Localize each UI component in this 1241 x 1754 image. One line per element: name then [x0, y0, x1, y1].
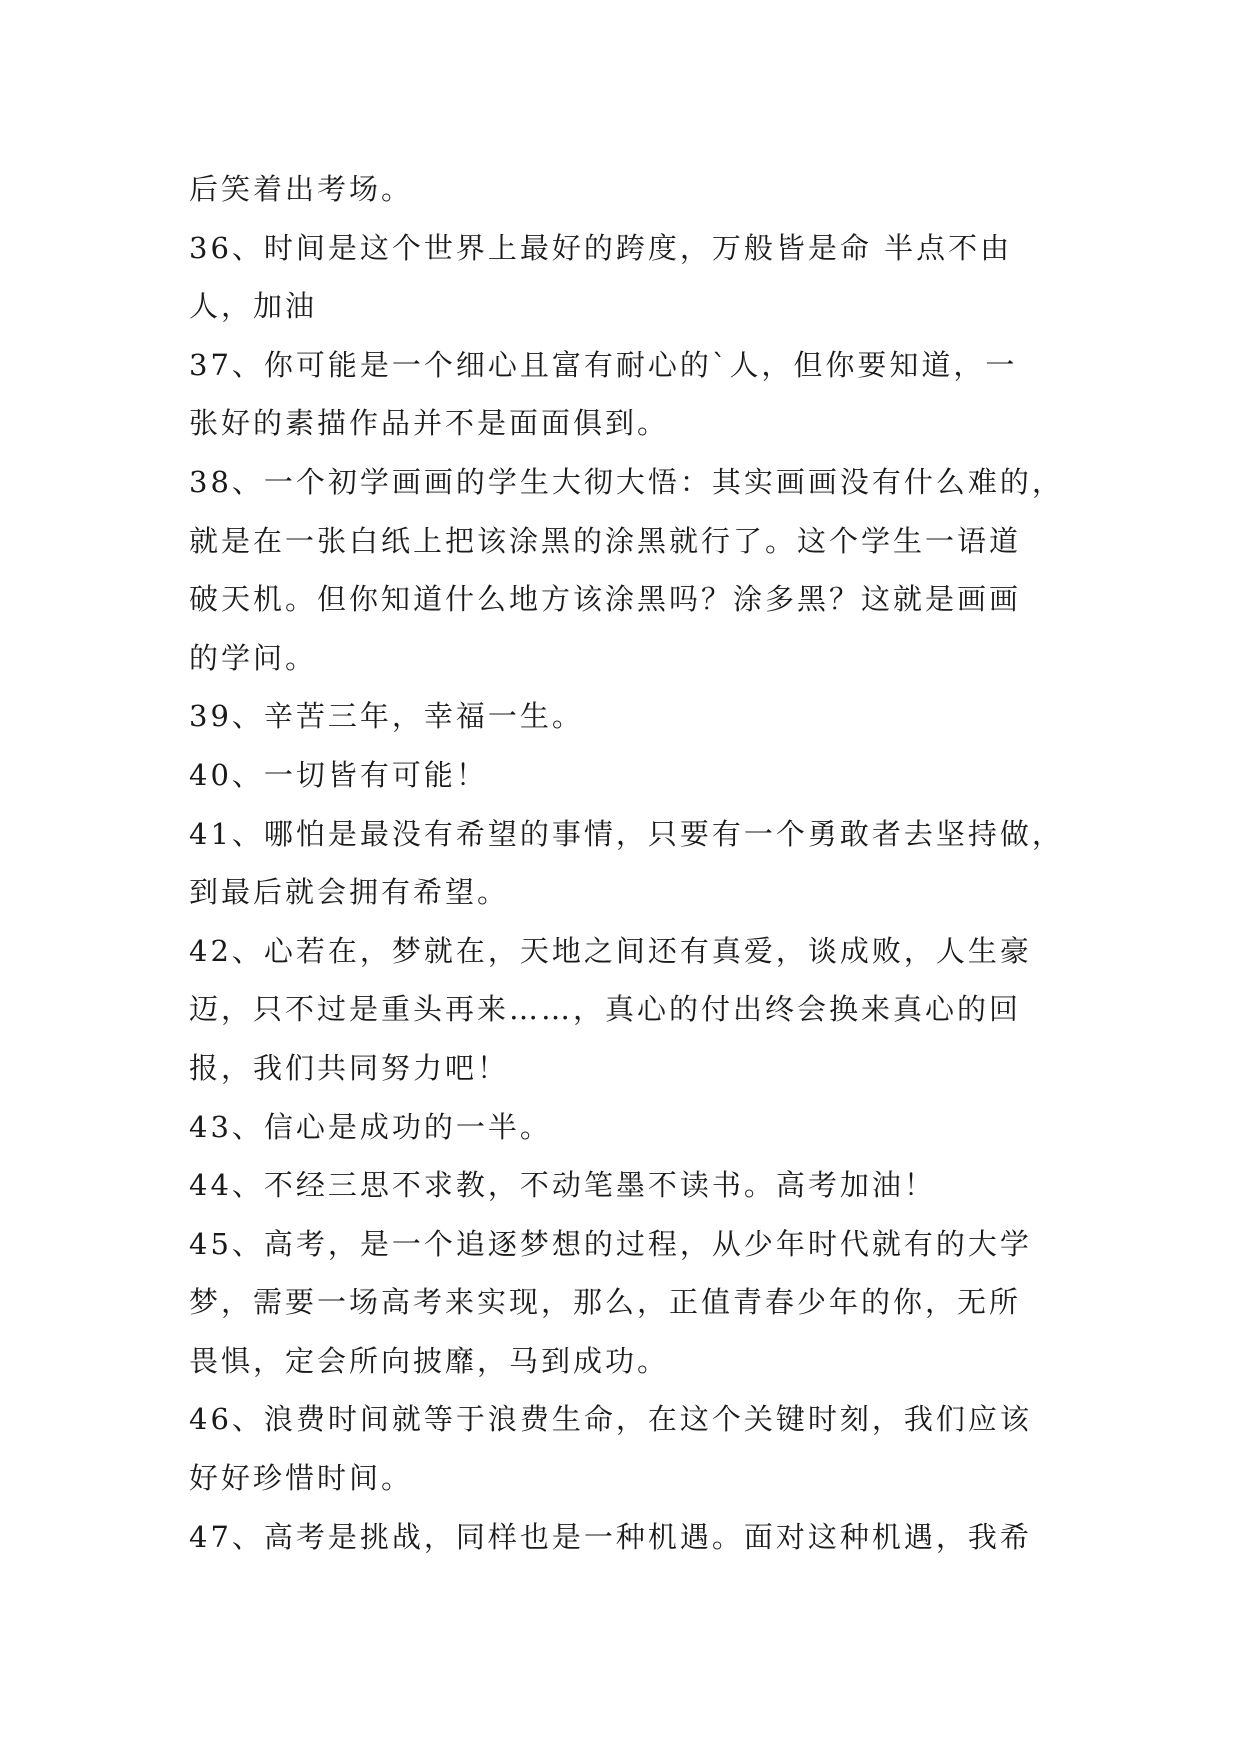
text-line: 37、你可能是一个细心且富有耐心的`人，但你要知道，一 — [189, 347, 1018, 382]
text-line: 梦，需要一场高考来实现，那么，正值青春少年的你，无所 — [189, 1285, 1022, 1320]
text-line: 后笑着出考场。 — [189, 172, 414, 206]
text-line: 畏惧，定会所向披靡，马到成功。 — [189, 1343, 670, 1378]
text-line: 破天机。但你知道什么地方该涂黑吗？涂多黑？这就是画画 — [189, 582, 1022, 617]
text-line: 44、不经三思不求教，不动笔墨不读书。高考加油！ — [189, 1168, 936, 1203]
text-line: 42、心若在，梦就在，天地之间还有真爱，谈成败，人生豪 — [189, 933, 1032, 968]
text-line: 47、高考是挑战，同样也是一种机遇。面对这种机遇，我希 — [189, 1519, 1032, 1554]
text-line: 报，我们共同努力吧！ — [189, 1050, 510, 1085]
text-line: 41、哪怕是最没有希望的事情，只要有一个勇敢者去坚持做， — [189, 816, 1064, 851]
text-line: 36、时间是这个世界上最好的跨度，万般皆是命 半点不由 — [189, 230, 1013, 265]
text-line: 45、高考，是一个追逐梦想的过程，从少年时代就有的大学 — [189, 1226, 1032, 1261]
text-line: 张好的素描作品并不是面面俱到。 — [189, 406, 670, 441]
text-line: 46、浪费时间就等于浪费生命，在这个关键时刻，我们应该 — [189, 1402, 1032, 1437]
text-line: 40、一切皆有可能！ — [189, 757, 488, 792]
text-line: 的学问。 — [189, 640, 318, 675]
text-line: 迈，只不过是重头再来……，真心的付出终会换来真心的回 — [189, 992, 1022, 1027]
text-line: 38、一个初学画画的学生大彻大悟：其实画画没有什么难的， — [189, 464, 1064, 499]
text-line: 到最后就会拥有希望。 — [189, 875, 510, 910]
text-line: 人，加油 — [189, 289, 318, 324]
text-line: 39、辛苦三年，幸福一生。 — [189, 699, 584, 734]
text-line: 43、信心是成功的一半。 — [189, 1109, 552, 1144]
text-line: 好好珍惜时间。 — [189, 1461, 414, 1496]
text-line: 就是在一张白纸上把该涂黑的涂黑就行了。这个学生一语道 — [189, 523, 1022, 558]
document-body — [189, 160, 1064, 1566]
